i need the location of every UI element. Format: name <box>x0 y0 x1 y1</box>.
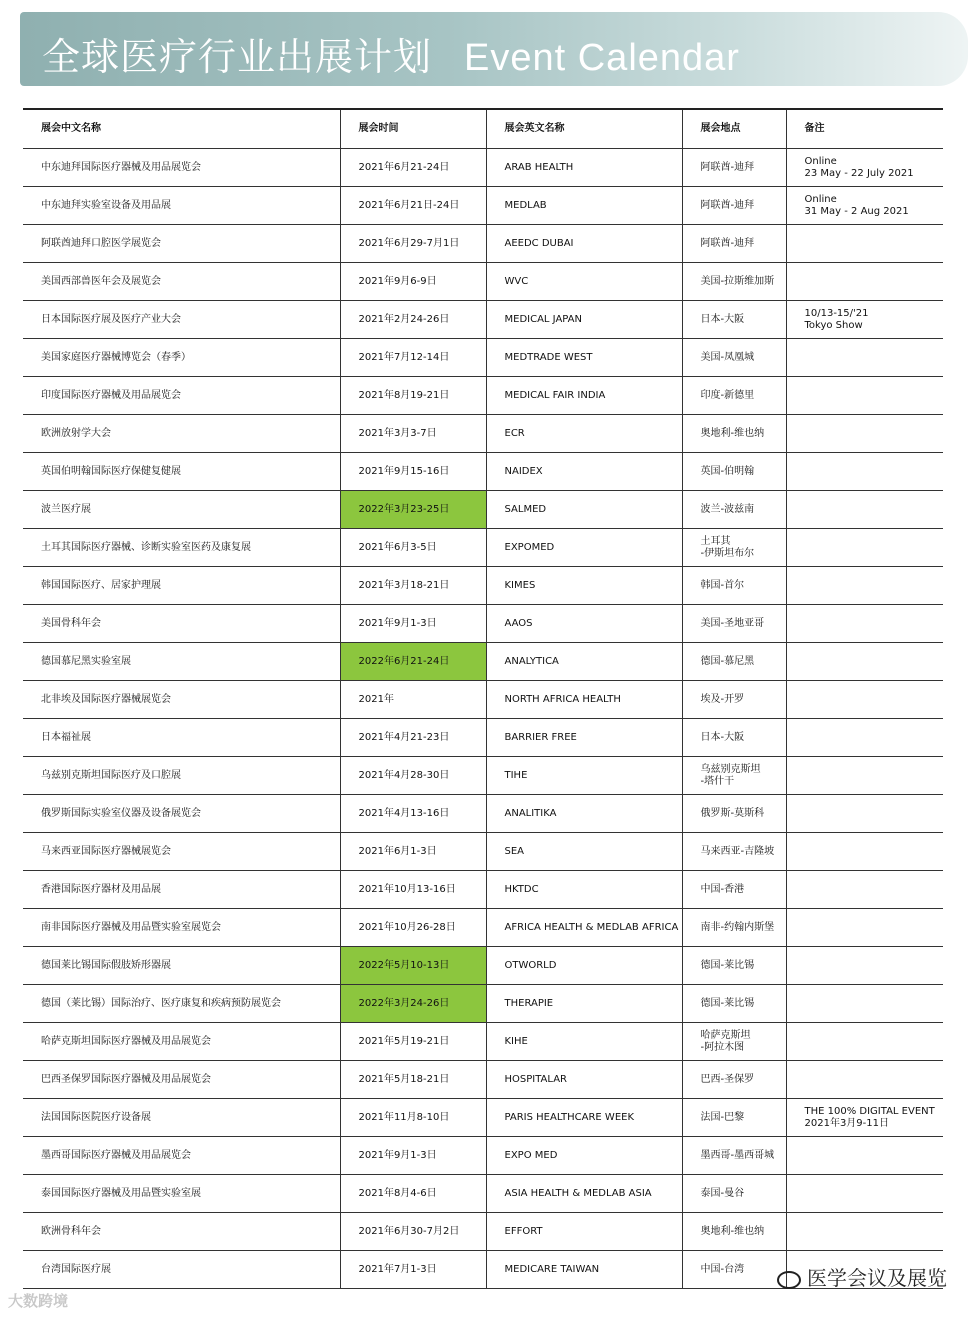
event-date: 2021年9月6-9日 <box>340 263 486 301</box>
table-row <box>23 1099 943 1137</box>
event-location: 马来西亚-吉隆坡 <box>682 833 786 871</box>
event-date: 2021年6月1-3日 <box>340 833 486 871</box>
event-date: 2021年4月21-23日 <box>340 719 486 757</box>
event-date: 2021年6月29-7月1日 <box>340 225 486 263</box>
event-en-name: ECR <box>486 415 682 453</box>
event-cn-name: 泰国国际医疗器械及用品暨实验室展 <box>23 1175 340 1213</box>
event-cn-name: 马来西亚国际医疗器械展览会 <box>23 833 340 871</box>
event-note <box>786 1061 943 1099</box>
table-row <box>23 1175 943 1213</box>
event-date: 2021年3月18-21日 <box>340 567 486 605</box>
event-location: 乌兹别克斯坦 -塔什干 <box>682 757 786 795</box>
event-cn-name: 法国国际医院医疗设备展 <box>23 1099 340 1137</box>
event-location: 巴西-圣保罗 <box>682 1061 786 1099</box>
event-en-name: WVC <box>486 263 682 301</box>
header-date: 展会时间 <box>340 109 486 149</box>
event-location: 日本-大阪 <box>682 301 786 339</box>
event-en-name: EXPOMED <box>486 529 682 567</box>
event-note <box>786 947 943 985</box>
table-row <box>23 833 943 871</box>
event-note <box>786 225 943 263</box>
table-row <box>23 909 943 947</box>
event-en-name: AFRICA HEALTH & MEDLAB AFRICA <box>486 909 682 947</box>
event-location: 日本-大阪 <box>682 719 786 757</box>
event-date: 2021年4月13-16日 <box>340 795 486 833</box>
event-location: 南非-约翰内斯堡 <box>682 909 786 947</box>
event-date: 2021年6月30-7月2日 <box>340 1213 486 1251</box>
event-note <box>786 377 943 415</box>
event-cn-name: 日本国际医疗展及医疗产业大会 <box>23 301 340 339</box>
title-banner <box>20 12 968 86</box>
event-en-name: HOSPITALAR <box>486 1061 682 1099</box>
event-en-name: OTWORLD <box>486 947 682 985</box>
event-cn-name: 中东迪拜实验室设备及用品展 <box>23 187 340 225</box>
event-date: 2021年5月19-21日 <box>340 1023 486 1061</box>
event-en-name: ASIA HEALTH & MEDLAB ASIA <box>486 1175 682 1213</box>
header-note: 备注 <box>786 109 943 149</box>
table-row <box>23 719 943 757</box>
event-cn-name: 墨西哥国际医疗器械及用品展览会 <box>23 1137 340 1175</box>
event-cn-name: 乌兹别克斯坦国际医疗及口腔展 <box>23 757 340 795</box>
event-date: 2022年5月10-13日 <box>340 947 486 985</box>
table-row <box>23 757 943 795</box>
event-note <box>786 1023 943 1061</box>
event-cn-name: 欧洲放射学大会 <box>23 415 340 453</box>
event-note <box>786 263 943 301</box>
event-en-name: KIHE <box>486 1023 682 1061</box>
event-en-name: ANALITIKA <box>486 795 682 833</box>
event-cn-name: 台湾国际医疗展 <box>23 1251 340 1289</box>
event-en-name: NORTH AFRICA HEALTH <box>486 681 682 719</box>
table-row <box>23 681 943 719</box>
table-body <box>23 149 943 1289</box>
table-row <box>23 377 943 415</box>
event-location: 奥地利-维也纳 <box>682 415 786 453</box>
event-location: 墨西哥-墨西哥城 <box>682 1137 786 1175</box>
event-en-name: MEDICAL FAIR INDIA <box>486 377 682 415</box>
event-cn-name: 印度国际医疗器械及用品展览会 <box>23 377 340 415</box>
event-date: 2021年4月28-30日 <box>340 757 486 795</box>
event-location: 德国-慕尼黑 <box>682 643 786 681</box>
table-header-row <box>23 109 943 149</box>
table-row <box>23 871 943 909</box>
event-cn-name: 美国西部兽医年会及展览会 <box>23 263 340 301</box>
event-en-name: ANALYTICA <box>486 643 682 681</box>
event-date: 2021年3月3-7日 <box>340 415 486 453</box>
event-location: 韩国-首尔 <box>682 567 786 605</box>
event-cn-name: 日本福祉展 <box>23 719 340 757</box>
event-location: 美国-凤凰城 <box>682 339 786 377</box>
event-location: 中国-香港 <box>682 871 786 909</box>
event-en-name: MEDICAL JAPAN <box>486 301 682 339</box>
event-en-name: SEA <box>486 833 682 871</box>
event-en-name: ARAB HEALTH <box>486 149 682 187</box>
event-note: Online 31 May - 2 Aug 2021 <box>786 187 943 225</box>
event-note <box>786 1175 943 1213</box>
event-en-name: NAIDEX <box>486 453 682 491</box>
event-note <box>786 757 943 795</box>
event-date: 2021年6月21-24日 <box>340 149 486 187</box>
table-row <box>23 947 943 985</box>
event-note <box>786 415 943 453</box>
title-english: Event Calendar <box>464 37 740 79</box>
event-note <box>786 567 943 605</box>
event-en-name: TIHE <box>486 757 682 795</box>
event-note <box>786 719 943 757</box>
event-location: 土耳其 -伊斯坦布尔 <box>682 529 786 567</box>
header-location: 展会地点 <box>682 109 786 149</box>
event-note <box>786 529 943 567</box>
table-row <box>23 1061 943 1099</box>
event-location: 哈萨克斯坦 -阿拉木图 <box>682 1023 786 1061</box>
watermark-right-text: 医学会议及展览 <box>807 1266 947 1290</box>
event-cn-name: 香港国际医疗器材及用品展 <box>23 871 340 909</box>
event-cn-name: 波兰医疗展 <box>23 491 340 529</box>
event-cn-name: 土耳其国际医疗器械、诊断实验室医药及康复展 <box>23 529 340 567</box>
event-location: 美国-拉斯维加斯 <box>682 263 786 301</box>
event-note <box>786 643 943 681</box>
event-location: 俄罗斯-莫斯科 <box>682 795 786 833</box>
table-row <box>23 149 943 187</box>
event-en-name: MEDLAB <box>486 187 682 225</box>
event-note <box>786 909 943 947</box>
event-location: 美国-圣地亚哥 <box>682 605 786 643</box>
event-date: 2021年7月1-3日 <box>340 1251 486 1289</box>
event-en-name: MEDICARE TAIWAN <box>486 1251 682 1289</box>
event-location: 英国-伯明翰 <box>682 453 786 491</box>
event-cn-name: 德国莱比锡国际假肢矫形器展 <box>23 947 340 985</box>
chat-bubble-icon <box>777 1271 801 1289</box>
event-en-name: HKTDC <box>486 871 682 909</box>
header-cn-name: 展会中文名称 <box>23 109 340 149</box>
event-cn-name: 德国慕尼黑实验室展 <box>23 643 340 681</box>
event-cn-name: 中东迪拜国际医疗器械及用品展览会 <box>23 149 340 187</box>
event-en-name: BARRIER FREE <box>486 719 682 757</box>
table-row <box>23 795 943 833</box>
event-date: 2021年2月24-26日 <box>340 301 486 339</box>
event-note <box>786 985 943 1023</box>
table-row <box>23 491 943 529</box>
event-en-name: PARIS HEALTHCARE WEEK <box>486 1099 682 1137</box>
event-date: 2021年8月4-6日 <box>340 1175 486 1213</box>
event-date: 2021年6月3-5日 <box>340 529 486 567</box>
event-date: 2021年9月1-3日 <box>340 1137 486 1175</box>
event-en-name: EXPO MED <box>486 1137 682 1175</box>
table-row <box>23 301 943 339</box>
event-date: 2022年6月21-24日 <box>340 643 486 681</box>
event-location: 波兰-波兹南 <box>682 491 786 529</box>
event-cn-name: 德国（莱比锡）国际治疗、医疗康复和疾病预防展览会 <box>23 985 340 1023</box>
event-en-name: AAOS <box>486 605 682 643</box>
event-location: 阿联酋-迪拜 <box>682 225 786 263</box>
event-cn-name: 英国伯明翰国际医疗保健复健展 <box>23 453 340 491</box>
event-date: 2021年7月12-14日 <box>340 339 486 377</box>
table-row <box>23 567 943 605</box>
event-note <box>786 453 943 491</box>
event-cn-name: 欧洲骨科年会 <box>23 1213 340 1251</box>
table-row <box>23 187 943 225</box>
event-date: 2021年5月18-21日 <box>340 1061 486 1099</box>
event-note <box>786 339 943 377</box>
event-location: 德国-莱比锡 <box>682 947 786 985</box>
event-note <box>786 1137 943 1175</box>
event-en-name: EFFORT <box>486 1213 682 1251</box>
event-location: 阿联酋-迪拜 <box>682 187 786 225</box>
event-location: 印度-新德里 <box>682 377 786 415</box>
event-date: 2021年10月26-28日 <box>340 909 486 947</box>
table-row <box>23 1213 943 1251</box>
event-en-name: THERAPIE <box>486 985 682 1023</box>
event-location: 阿联酋-迪拜 <box>682 149 786 187</box>
event-note: THE 100% DIGITAL EVENT 2021年3月9-11日 <box>786 1099 943 1137</box>
event-location: 泰国-曼谷 <box>682 1175 786 1213</box>
event-note <box>786 605 943 643</box>
event-cn-name: 哈萨克斯坦国际医疗器械及用品展览会 <box>23 1023 340 1061</box>
event-note <box>786 871 943 909</box>
event-note <box>786 795 943 833</box>
event-cn-name: 美国家庭医疗器械博览会（春季） <box>23 339 340 377</box>
event-en-name: MEDTRADE WEST <box>486 339 682 377</box>
event-calendar-table <box>23 108 943 1289</box>
table-row <box>23 415 943 453</box>
event-en-name: AEEDC DUBAI <box>486 225 682 263</box>
event-note <box>786 681 943 719</box>
event-location: 法国-巴黎 <box>682 1099 786 1137</box>
event-cn-name: 美国骨科年会 <box>23 605 340 643</box>
header-en-name: 展会英文名称 <box>486 109 682 149</box>
event-date: 2021年8月19-21日 <box>340 377 486 415</box>
event-date: 2022年3月23-25日 <box>340 491 486 529</box>
table-row <box>23 1023 943 1061</box>
table-row <box>23 643 943 681</box>
event-note <box>786 1213 943 1251</box>
event-date: 2022年3月24-26日 <box>340 985 486 1023</box>
table-row <box>23 1137 943 1175</box>
event-date: 2021年11月8-10日 <box>340 1099 486 1137</box>
event-date: 2021年6月21日-24日 <box>340 187 486 225</box>
event-cn-name: 南非国际医疗器械及用品暨实验室展览会 <box>23 909 340 947</box>
event-note <box>786 833 943 871</box>
page-title <box>42 26 740 81</box>
event-location: 中国-台湾 <box>682 1251 786 1289</box>
table-row <box>23 225 943 263</box>
event-en-name: KIMES <box>486 567 682 605</box>
event-cn-name: 韩国国际医疗、居家护理展 <box>23 567 340 605</box>
event-note: 10/13-15/'21 Tokyo Show <box>786 301 943 339</box>
event-en-name: SALMED <box>486 491 682 529</box>
event-location: 德国-莱比锡 <box>682 985 786 1023</box>
title-chinese: 全球医疗行业出展计划 <box>42 35 433 79</box>
event-location: 奥地利-维也纳 <box>682 1213 786 1251</box>
table-row <box>23 453 943 491</box>
event-location: 埃及-开罗 <box>682 681 786 719</box>
watermark-right <box>777 1262 947 1291</box>
event-cn-name: 阿联酋迪拜口腔医学展览会 <box>23 225 340 263</box>
event-date: 2021年9月15-16日 <box>340 453 486 491</box>
event-cn-name: 俄罗斯国际实验室仪器及设备展览会 <box>23 795 340 833</box>
event-cn-name: 巴西圣保罗国际医疗器械及用品展览会 <box>23 1061 340 1099</box>
event-note <box>786 491 943 529</box>
table-row <box>23 605 943 643</box>
table-row <box>23 529 943 567</box>
event-note: Online 23 May - 22 July 2021 <box>786 149 943 187</box>
watermark-left: 大数跨境 <box>8 1292 69 1310</box>
event-date: 2021年10月13-16日 <box>340 871 486 909</box>
event-date: 2021年9月1-3日 <box>340 605 486 643</box>
table-row <box>23 985 943 1023</box>
event-date: 2021年 <box>340 681 486 719</box>
table-row <box>23 263 943 301</box>
event-cn-name: 北非埃及国际医疗器械展览会 <box>23 681 340 719</box>
table-row <box>23 339 943 377</box>
